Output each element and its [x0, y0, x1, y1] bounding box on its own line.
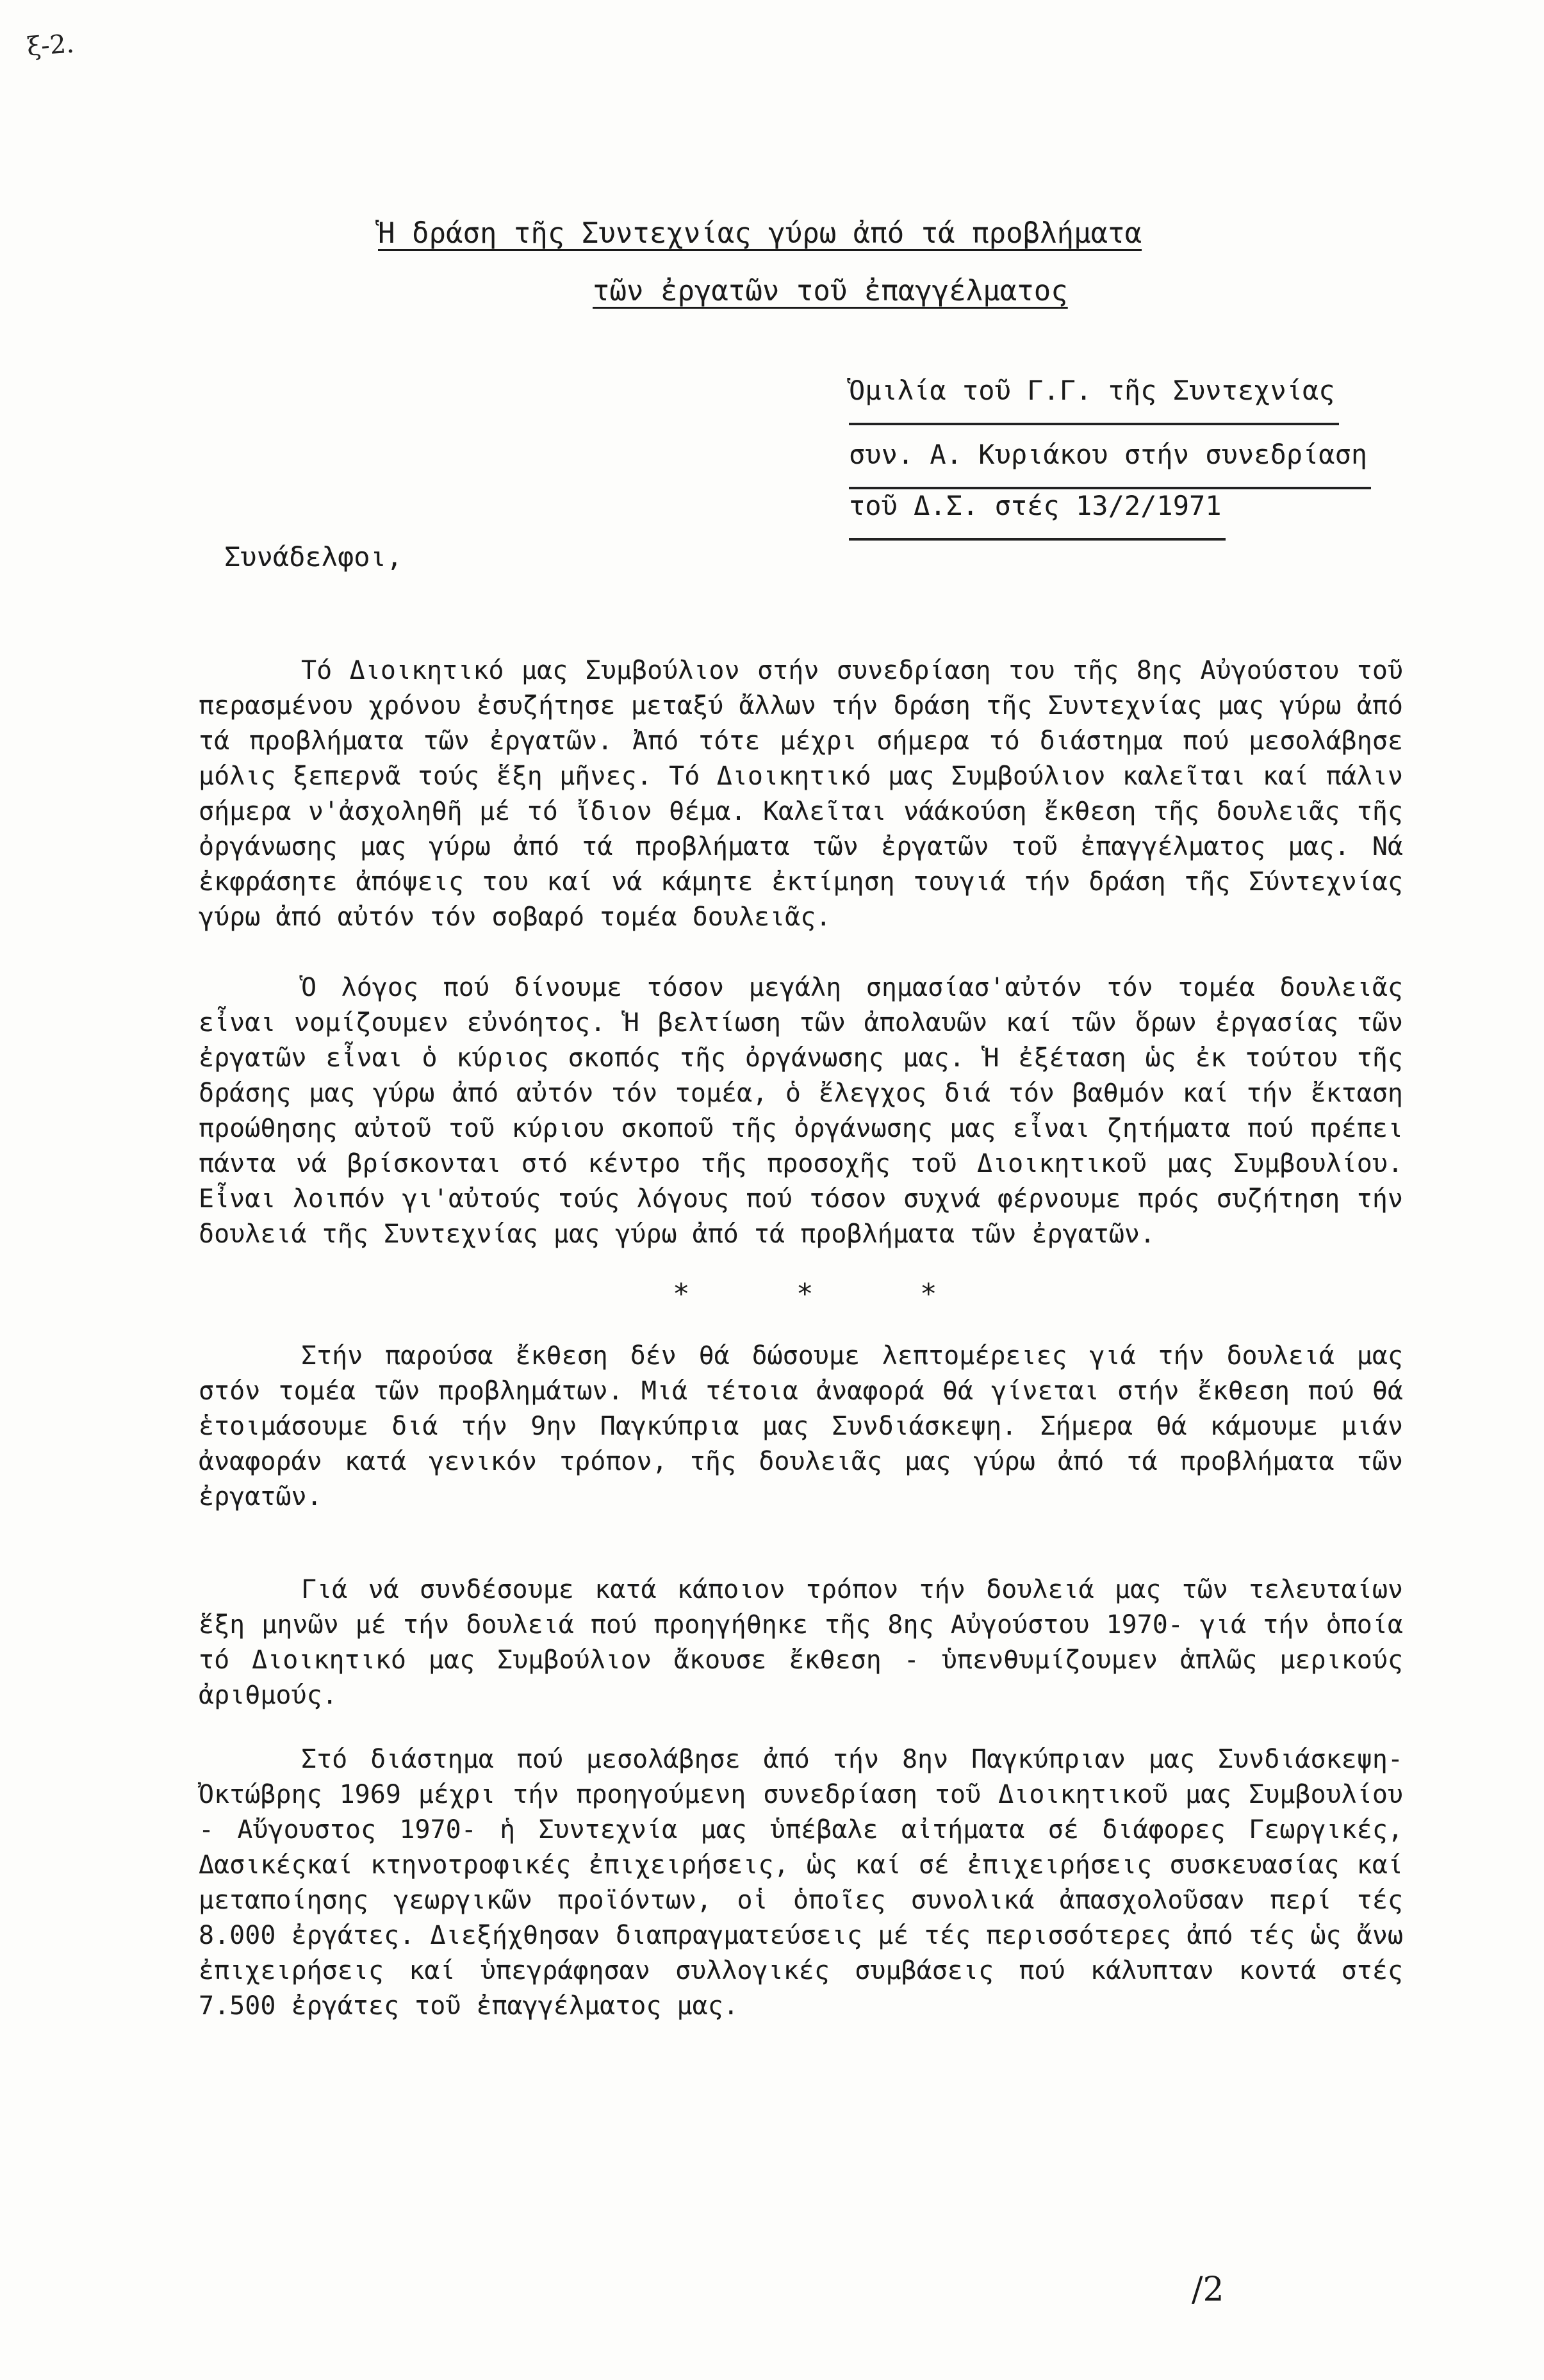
paragraph-3 — [199, 1339, 1403, 1515]
meta-line-3: τοῦ Δ.Σ. στές 13/2/1971 — [849, 474, 1226, 541]
paragraph-5 — [199, 1742, 1403, 2024]
meta-line-2: συν. Α. Κυριάκου στήν συνεδρίαση — [849, 423, 1371, 489]
title-line-2 — [593, 263, 1490, 320]
corner-mark: ξ-2. — [26, 29, 76, 62]
title-line-2-text: τῶν ἐργατῶν τοῦ ἐπαγγέλματος — [593, 275, 1068, 307]
salutation: Συνάδελφοι, — [224, 541, 403, 573]
meta-block-3 — [849, 474, 1425, 541]
paragraph-2 — [199, 970, 1403, 1252]
paragraph-4-text: Γιά νά συνδέσουμε κατά κάποιον τρόπον τήν δουλειά μας τῶν τελευταίων ἕξη μηνῶν μέ τήν δουλειά πού προηγήθηκε τῆς 8ης Αὐγούστου 1970- γιά τήν ὁποία τό Διοικητικό μας Συμβούλιον ἄκουσε ἔκθεση - ὑπενθυμίζουμεν ἁπλῶς μερικούς ἀριθμούς. — [199, 1575, 1403, 1710]
meta-block — [849, 359, 1425, 425]
page-number: /2 — [1192, 2270, 1224, 2309]
paragraph-1 — [199, 653, 1403, 935]
paragraph-1-text: Τό Διοικητικό μας Συμβούλιον στήν συνεδρίαση του τῆς 8ης Αὐγούστου τοῦ περασμένου χρόνου ἐσυζήτησε μεταξύ ἄλλων τήν δράση τῆς Συντεχνίας μας γύρω ἀπό τά προβλήματα τῶν ἐργατῶν. Ἀπό τότε μέχρι σήμερα τό διάστημα πού μεσολάβησε μόλις ξεπερνᾶ τούς ἕξη μῆνες. Τό Διοικητικό μας Συμβούλιον καλεῖται καί πάλιν σήμερα ν'ἀσχοληθῆ μέ τό ἴδιον θέμα. Καλεῖται νάάκούση ἔκθεση τῆς δουλειᾶς τῆς ὀργάνωσης μας γύρω ἀπό τά προβλήματα τῶν ἐργατῶν τοῦ ἐπαγγέλματος μας. Νά ἐκφράσητε ἀπόψεις του καί νά κάμητε ἐκτίμηση τουγιά τήν δράση τῆς Σύντεχνίας γύρω ἀπό αὐτόν τόν σοβαρό τομέα δουλειᾶς. — [199, 656, 1403, 932]
paragraph-2-text: Ὁ λόγος πού δίνουμε τόσον μεγάλη σημασίασ'αὐτόν τόν τομέα δουλειᾶς εἶναι νομίζουμεν εὐνόητος. Ἡ βελτίωση τῶν ἀπολαυῶν καί τῶν ὅρων ἐργασίας τῶν ἐργατῶν εἶναι ὁ κύριος σκοπός τῆς ὀργάνωσης μας. Ἡ ἐξέταση ὡς ἐκ τούτου τῆς δράσης μας γύρω ἀπό αὐτόν τόν τομέα, ὁ ἔλεγχος διά τόν βαθμόν καί τήν ἔκταση προώθησης αὐτοῦ τοῦ κύριου σκοποῦ τῆς ὀργάνωσης μας εἶναι ζητήματα πού πρέπει πάντα νά βρίσκονται στό κέντρο τῆς προσοχῆς τοῦ Διοικητικοῦ μας Συμβουλίου. Εἶναι λοιπόν γι'αὐτούς τούς λόγους πού τόσον συχνά φέρνουμε πρός συζήτηση τήν δουλειά τῆς Συντεχνίας μας γύρω ἀπό τά προβλήματα τῶν ἐργατῶν. — [199, 973, 1403, 1249]
paragraph-3-text: Στήν παρούσα ἔκθεση δέν θά δώσουμε λεπτομέρειες γιά τήν δουλειά μας στόν τομέα τῶν προβλημάτων. Μιά τέτοια ἀναφορά θά γίνεται στήν ἔκθεση πού θά ἑτοιμάσουμε διά τήν 9ην Παγκύπρια μας Συνδιάσκεψη. Σήμερα θά κάμουμε μιάν ἀναφοράν κατά γενικόν τρόπον, τῆς δουλειᾶς μας γύρω ἀπό τά προβλήματα τῶν ἐργατῶν. — [199, 1341, 1403, 1512]
title-line-1 — [378, 205, 1275, 263]
title-line-1-text: Ἡ δράση τῆς Συντεχνίας γύρω ἀπό τά προβλήματα — [378, 217, 1142, 250]
paragraph-5-text: Στό διάστημα πού μεσολάβησε ἀπό τήν 8ην Παγκύπριαν μας Συνδιάσκεψη-Ὀκτώβρης 1969 μέχρι τήν προηγούμενη συνεδρίαση τοῦ Διοικητικοῦ μας Συμβουλίου - Αὔγουστος 1970- ἡ Συντεχνία μας ὑπέβαλε αἰτήματα σέ διάφορες Γεωργικές, Δασικέςκαί κτηνοτροφικές ἐπιχειρήσεις, ὡς καί σέ ἐπιχειρήσεις συσκευασίας καί μεταποίησης γεωργικῶν προϊόντων, οἱ ὁποῖες συνολικά ἀπασχολοῦσαν περί τές 8.000 ἐργάτες. Διεξήχθησαν διαπραγματεύσεις μέ τές περισσότερες ἀπό τές ὡς ἄνω ἐπιχειρήσεις καί ὑπεγράφησαν συλλογικές συμβάσεις πού κάλυπταν κοντά στές 7.500 ἐργάτες τοῦ ἐπαγγέλματος μας. — [199, 1745, 1403, 2021]
meta-line-1: Ὁμιλία τοῦ Γ.Γ. τῆς Συντεχνίας — [849, 359, 1339, 425]
section-separator: * * * — [673, 1278, 982, 1310]
paragraph-4 — [199, 1572, 1403, 1713]
